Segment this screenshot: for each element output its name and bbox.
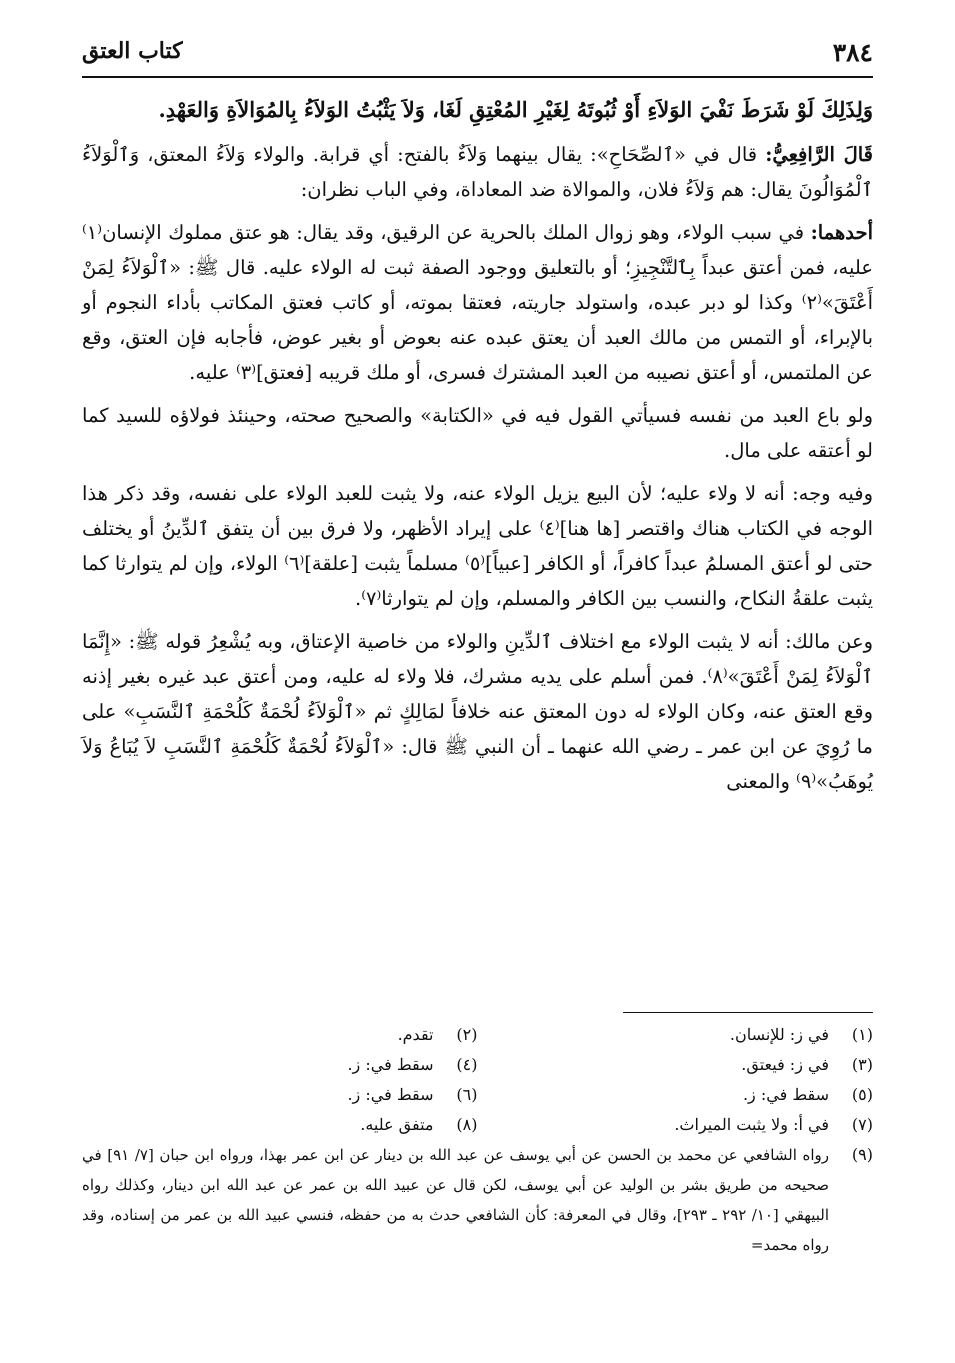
footnote-row [82, 1080, 873, 1110]
footnote-text: رواه الشافعي عن محمد بن الحسن عن أبي يوسف عن عبد الله بن دينار عن ابن عمر بهذا، ورواه ابن حبان [٧/ ٩١] في صحيحه من طريق بشر بن الوليد عن أبي يوسف، لكن قال عن عبيد الله بن عمر عن عبد الله ابن دينار، وكذلك رواه البيهقي [١٠/ ٢٩٢ ـ ٢٩٣]، وقال في المعرفة: كأن الشافعي حدث به من حفظه، فنسي عبيد الله بن عمر من إسناده، وقد رواه محمد= [82, 1146, 829, 1254]
paragraph [82, 476, 873, 616]
footnote [478, 1110, 874, 1140]
footnote-number: (٩) [851, 1145, 873, 1164]
footnote-text: سقط في: ز. [347, 1055, 434, 1074]
footnotes [82, 1020, 873, 1260]
footnote-long [82, 1140, 873, 1260]
footnote-number: (٧) [851, 1115, 873, 1134]
main-text [82, 92, 873, 807]
footnote-number: (٥) [851, 1085, 873, 1104]
footnote-text: تقدم. [397, 1025, 434, 1044]
paragraph [82, 137, 873, 207]
footnote-number: (٦) [456, 1085, 478, 1104]
paragraph-text: وفيه وجه: أنه لا ولاء عليه؛ لأن البيع يزيل الولاء عنه، ولا يثبت للعبد الولاء على نفسه، وقد ذكر هذا الوجه في الكتاب هناك واقتصر [ها هنا]⁽٤⁾ على إيراد الأظهر، ولا فرق بين أن يتفق ٱلدِّينُ أو يختلف حتى لو أعتق المسلمُ عبداً كافراً، أو الكافر [عبياً]⁽٥⁾ مسلماً يثبت [علقة]⁽٦⁾ الولاء، وإن لم يتوارثا كما يثبت علقةُ النكاح، والنسب بين الكافر والمسلم، وإن لم يتوارثا⁽٧⁾. [82, 482, 873, 610]
page-number: ٣٨٤ [832, 38, 873, 67]
paragraph-text: وعن مالك: أنه لا يثبت الولاء مع اختلاف ٱلدِّينِ والولاء من خاصية الإعتاق، وبه يُشْعِرُ قوله ﷺ: «إِنَّمَا ٱلْوَلاَءُ لِمَنْ أَعْتَقَ»⁽٨⁾. فمن أسلم على يديه مشرك، فلا ولاء له عليه، ومن أعتق عبد غيره بغير إذنه وقع العتق عنه، وكان الولاء له دون المعتق عنه خلافاً لمَالِكٍ ثم «ٱلْوَلاَءُ لُحْمَةٌ كَلُحْمَةِ ٱلنَّسَبِ» على ما رُوِيَ عن ابن عمر ـ رضي الله عنهما ـ أن النبي ﷺ قال: «ٱلْوَلاَءُ لُحْمَةٌ كَلُحْمَةِ ٱلنَّسَبِ لاَ يُبَاعُ وَلاَ يُوهَبُ»⁽٩⁾ والمعنى [82, 630, 873, 793]
footnote-text: سقط في: ز. [347, 1085, 434, 1104]
footnote-number: (٣) [851, 1055, 873, 1074]
footnote [82, 1020, 478, 1050]
footnote-number: (٢) [456, 1025, 478, 1044]
footnote-text: في ز: فيعتق. [741, 1055, 829, 1074]
paragraph [82, 215, 873, 390]
footnote [82, 1110, 478, 1140]
paragraph-lead: أحدهما: [810, 221, 873, 244]
footnote-row [82, 1110, 873, 1140]
footnote [478, 1050, 874, 1080]
footnote [82, 1050, 478, 1080]
footnote-number: (٨) [456, 1115, 478, 1134]
footnote-number: (١) [851, 1025, 873, 1044]
footnote-row [82, 1050, 873, 1080]
paragraph-text: في سبب الولاء، وهو زوال الملك بالحرية عن الرقيق، وقد يقال: هو عتق مملوك الإنسان⁽١⁾ عليه، فمن أعتق عبداً بِٱلتَّنْجِيزِ؛ أو بالتعليق ووجود الصفة ثبت له الولاء عليه. قال ﷺ: «ٱلْوَلاَءُ لِمَنْ أَعْتَقَ»⁽٢⁾ وكذا لو دبر عبده، واستولد جاريته، فعتقا بموته، أو كاتب فعتق المكاتب بأداء النجوم أو بالإبراء، أو التمس من مالك العبد أن يعتق عبده عنه بعوض أو بغير عوض، فأجابه فإن العتق، وقع عن الملتمس، أو أعتق نصيبه من العبد المشترك فسرى، أو ملك قريبه [فعتق]⁽٣⁾ عليه. [82, 221, 873, 384]
paragraph [82, 624, 873, 799]
paragraph-lead: قَالَ الرَّافِعِيُّ: [765, 143, 873, 166]
footnote [82, 1080, 478, 1110]
footnote-row [82, 1020, 873, 1050]
footnote-text: سقط في: ز. [742, 1085, 829, 1104]
footnote-separator [623, 1012, 873, 1013]
footnote [478, 1080, 874, 1110]
footnote-text: في ز: للإنسان. [729, 1025, 829, 1044]
paragraph-text: قال في «ٱلصِّحَاحِ»: يقال بينهما وَلاَءٌ بالفتح: أي قرابة. والولاء وَلاَءُ المعتق، وَٱلْوَلاَءُ ٱلْمُوَالُونَ يقال: هم وَلاَءُ فلان، والموالاة ضد المعاداة، وفي الباب نظران: [82, 143, 873, 201]
footnote-number: (٤) [456, 1055, 478, 1074]
footnote-text: في أ: ولا يثبت الميراث. [674, 1115, 829, 1134]
matn-text: وَلِذَلِكَ لَوْ شَرَطَ نَفْيَ الوَلاَءِ أَوْ ثُبُوتَهُ لِغَيْرِ المُعْتِقِ لَغَا، وَلاَ يَثْبُتُ الوَلاَءُ بِالمُوَالاَةِ وَالعَهْدِ. [158, 97, 873, 122]
footnote [478, 1020, 874, 1050]
footnote-text: متفق عليه. [360, 1115, 434, 1134]
paragraph [82, 398, 873, 468]
page-header [82, 32, 873, 78]
paragraph-text: ولو باع العبد من نفسه فسيأتي القول فيه في «الكتابة» والصحيح صحته، وحينئذ فولاؤه للسيد كما لو أعتقه على مال. [82, 404, 873, 462]
running-title: كتاب العتق [82, 38, 183, 64]
